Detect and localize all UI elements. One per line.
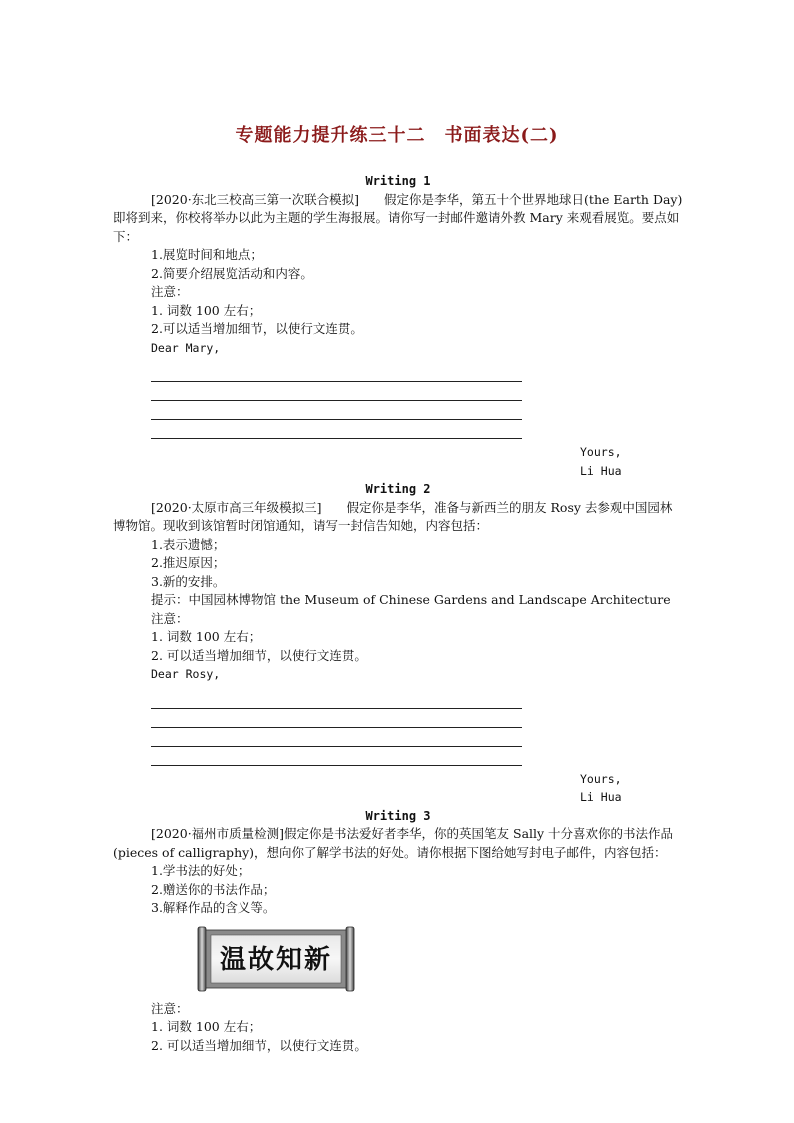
writing-2-signature: Li Hua xyxy=(580,790,622,804)
writing-2-closing: Yours, xyxy=(580,771,622,786)
answer-line[interactable] xyxy=(151,420,522,439)
writing-3-note-2: 2. 可以适当增加细节，以使行文连贯。 xyxy=(151,1037,367,1053)
writing-2-intro: [2020·太原市高三年级模拟三] 假定你是李华，准备与新西兰的朋友 Rosy 去参观中国园林博物馆。现收到该馆暂时闭馆通知，请写一封信告知她，内容包括： xyxy=(113,499,673,533)
writing-2-section xyxy=(113,480,683,807)
writing-3-section xyxy=(113,807,683,1056)
writing-1-heading: Writing 1 xyxy=(365,174,431,188)
writing-3-intro: [2020·福州市质量检测]假定你是书法爱好者李华，你的英国笔友 Sally 十分喜欢你的书法作品(pieces of calligraphy)，想向你了解学书法的好处。请你根据下图给她写封电子邮件，内容包括： xyxy=(113,826,674,860)
document-body xyxy=(113,172,683,1055)
writing-1-point-2: 2.简要介绍展览活动和内容。 xyxy=(151,265,313,281)
answer-line[interactable] xyxy=(151,728,522,747)
calligraphy-scroll-icon xyxy=(196,924,356,994)
writing-1-closing: Yours, xyxy=(580,445,622,459)
writing-1-signature: Li Hua xyxy=(580,463,622,478)
answer-line[interactable] xyxy=(151,363,522,382)
writing-1-point-1: 1.展览时间和地点； xyxy=(151,247,263,262)
answer-line[interactable] xyxy=(151,709,522,728)
writing-2-note-label: 注意： xyxy=(151,610,189,626)
answer-line[interactable] xyxy=(151,747,522,766)
writing-3-point-3: 3.解释作品的含义等。 xyxy=(151,900,276,915)
writing-2-hint: 提示：中国园林博物馆 the Museum of Chinese Gardens and Landscape Architecture xyxy=(151,592,671,607)
page-title: 专题能力提升练三十二 书面表达(二) xyxy=(235,125,559,146)
writing-2-note-1: 1. 词数 100 左右； xyxy=(151,629,262,644)
writing-1-note-label: 注意： xyxy=(151,284,189,299)
writing-1-note-2: 2.可以适当增加细节，以使行文连贯。 xyxy=(151,321,363,336)
writing-3-note-1: 1. 词数 100 左右； xyxy=(151,1019,262,1034)
answer-line[interactable] xyxy=(151,382,522,401)
writing-1-answer-lines xyxy=(113,363,683,439)
writing-3-point-1: 1.学书法的好处； xyxy=(151,863,251,878)
writing-2-point-2: 2.推迟原因； xyxy=(151,555,226,570)
answer-line[interactable] xyxy=(151,401,522,420)
writing-2-point-1: 1.表示遗憾； xyxy=(151,536,226,552)
writing-2-point-3: 3.新的安排。 xyxy=(151,573,226,589)
writing-2-answer-lines xyxy=(113,690,683,766)
writing-1-intro: [2020·东北三校高三第一次联合模拟] 假定你是李华，第五十个世界地球日(the Earth Day)即将到来，你校将举办以此为主题的学生海报展。请你写一封邮件邀请外教 Mary 来观看展览。要点如下： xyxy=(113,191,683,244)
writing-1-note-1: 1. 词数 100 左右； xyxy=(151,302,262,318)
writing-1-salutation: Dear Mary, xyxy=(151,340,221,355)
writing-3-point-2: 2.赠送你的书法作品； xyxy=(151,881,276,897)
writing-2-salutation: Dear Rosy, xyxy=(151,667,221,681)
writing-3-heading: Writing 3 xyxy=(365,808,431,823)
answer-line[interactable] xyxy=(151,690,522,709)
writing-2-heading: Writing 2 xyxy=(365,482,431,496)
writing-1-section xyxy=(113,172,683,480)
writing-3-note-label: 注意： xyxy=(151,1000,189,1016)
writing-2-note-2: 2. 可以适当增加细节，以使行文连贯。 xyxy=(151,647,367,663)
calligraphy-text: 温故知新 xyxy=(219,944,333,975)
calligraphy-scroll-image xyxy=(113,924,683,996)
